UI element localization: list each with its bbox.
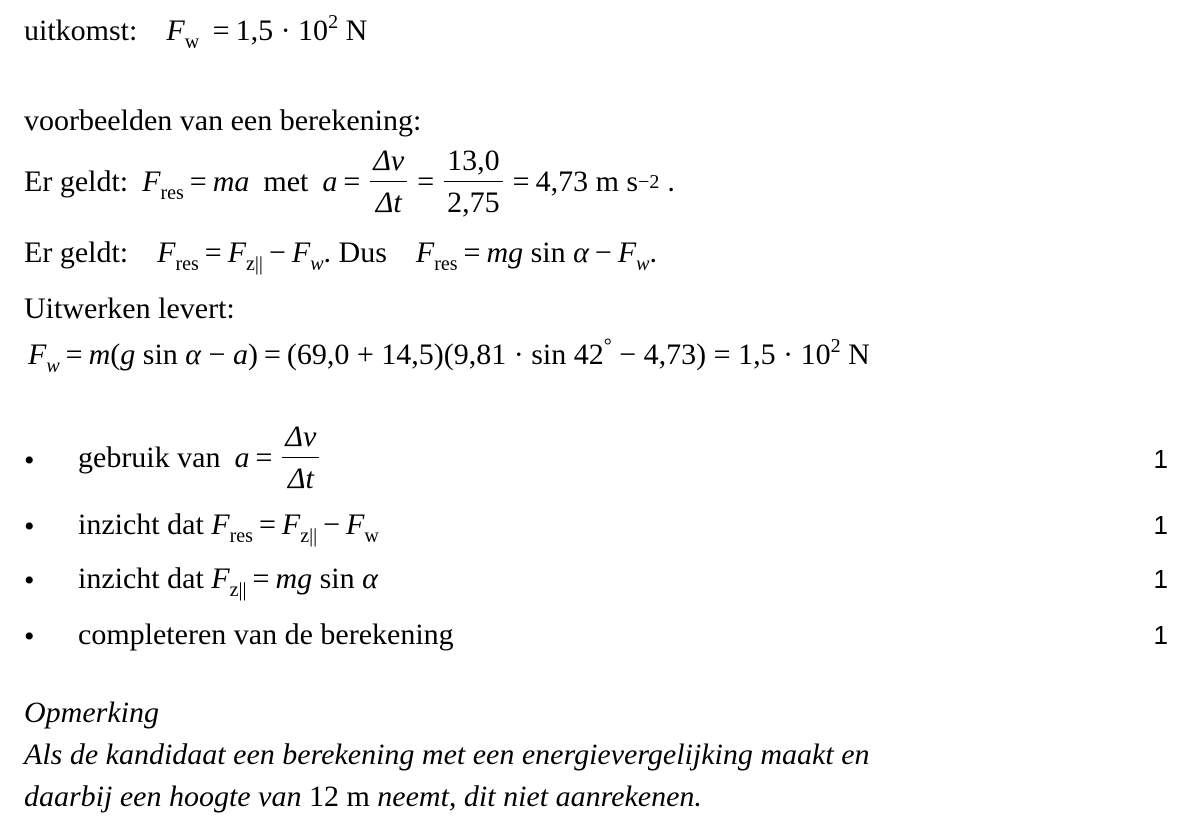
line1-result: 4,73 m s <box>535 165 639 198</box>
note-value: 12 m <box>308 780 370 813</box>
line1-connector: met <box>263 165 309 198</box>
fraction-values: $\frac{13,0}{2,75}$ <box>444 144 503 220</box>
criterion-1-score: 1 <box>1153 444 1168 474</box>
equation-line-4: $F_w = m(g$ $\sin \alpha - a) = (69,0 + 14,5)(9,81 \cdot \sin 42^\circ - 4,73) = 1,5 \cdot 10^2$ N <box>28 335 870 377</box>
criterion-1: gebruik van a = $\frac{\Delta v}{\Delta t}$ <box>78 418 323 498</box>
criterion-2-score: 1 <box>1153 510 1168 540</box>
result-value: 1,5 · 10 <box>235 14 329 47</box>
result-exponent: 2 <box>328 11 339 33</box>
examples-heading: voorbeelden van een berekening: <box>24 104 422 137</box>
result-symbol: $F_w$ <box>166 14 200 53</box>
note-title: Opmerking <box>24 696 159 729</box>
criterion-2: inzicht dat $F_{res} = F_{z||} - F_w$ <box>78 508 379 547</box>
line1-prefix: Er geldt: <box>24 165 129 198</box>
criterion-3: inzicht dat $F_{z||}$ = mg sin α <box>78 562 378 601</box>
criterion-bullet: • <box>24 620 35 653</box>
equation-line-1: Er geldt: $F_{res}$ = ma met a = $\frac{\Delta v}{\Delta t}$ = $\frac{13,0}{2,75}$ = 4,73 m s −2 . <box>24 144 675 219</box>
line2-connector: Dus <box>338 236 387 269</box>
result-unit: N <box>345 14 368 47</box>
equation-line-3: Uitwerken levert: <box>24 292 235 325</box>
criterion-bullet: • <box>24 564 35 597</box>
criterion-bullet: • <box>24 510 35 543</box>
note-line-1: Als de kandidaat een berekening met een energievergelijking maakt en <box>24 738 870 771</box>
criterion-bullet: • <box>24 444 35 477</box>
fraction-dv-dt: $\frac{\Delta v}{\Delta t}$ <box>370 144 407 220</box>
result-line: uitkomst: $F_w = 1,5 \cdot 10^2$ N <box>24 11 368 53</box>
note-line-2: daarbij een hoogte van 12 m neemt, dit niet aanrekenen. <box>24 780 702 813</box>
criterion-3-score: 1 <box>1153 564 1168 594</box>
criterion-4-score: 1 <box>1153 620 1168 650</box>
line2-prefix: Er geldt: <box>24 236 129 269</box>
criterion-4: completeren van de berekening <box>78 618 454 651</box>
result-label: uitkomst: <box>24 14 138 47</box>
equation-line-2: Er geldt: $F_{res} = F_{z||} - F_w$. Dus $F_{res}$ = mg $\sin \alpha - F_w$. <box>24 236 657 275</box>
